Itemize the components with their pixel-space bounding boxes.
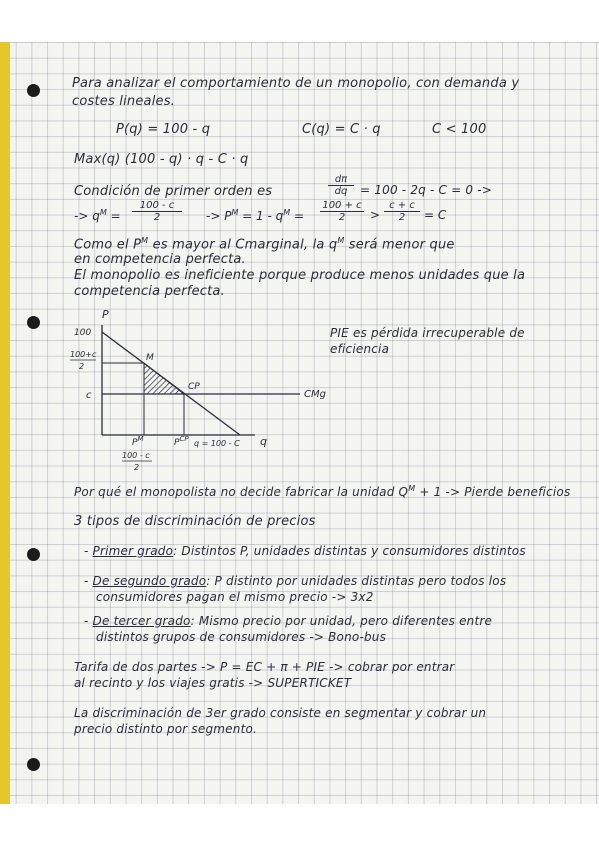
second-degree-head: De segundo grado <box>92 574 207 588</box>
third-degree-head: De tercer grado <box>92 614 191 628</box>
question-line-1a: Por qué el monopolista no decide fabricar la unidad Q <box>74 485 409 499</box>
note-line-1-sup2: M <box>337 236 345 245</box>
second-degree-line: - De segundo grado: P distinto por unidades distintas pero todos los <box>84 574 507 588</box>
y-tick-c: c <box>86 390 92 401</box>
question-line-2: 3 tipos de discriminación de precios <box>74 514 316 529</box>
x-tick-pm-letter: P <box>132 438 138 448</box>
x-tick-cp-eq: q = 100 - C <box>194 439 240 448</box>
third-degree-text: : Mismo precio por unidad, pero diferentes entre <box>190 614 493 628</box>
x-tick-pm <box>132 435 143 448</box>
x-tick-pm-sup: M <box>137 435 144 443</box>
x-tick-pm-den: 2 <box>134 463 140 472</box>
first-order-rhs: = 100 - 2q - C = 0 -> <box>360 183 493 197</box>
pm-prefix: -> P <box>206 209 232 223</box>
intro-line-1: Para analizar el comportamiento de un monopolio, con demanda y <box>72 76 520 91</box>
qm-prefix: -> q <box>74 209 100 223</box>
note-line-1-sup: M <box>141 236 149 245</box>
pm-fraction <box>320 200 364 223</box>
question-line-1 <box>74 484 570 499</box>
pm-tail: = C <box>424 208 447 222</box>
third-degree-explain-1: La discriminación de 3er grado consiste en segmentar y cobrar un <box>74 706 487 720</box>
y-tick-pm-num: 100+c <box>70 350 97 359</box>
third-degree-line-2: distintos grupos de consumidores -> Bono-bus <box>96 630 387 644</box>
qm-eq: = <box>110 209 121 223</box>
y-tick-100: 100 <box>74 328 92 338</box>
page-edge <box>0 42 10 804</box>
qm-sup: M <box>99 208 107 217</box>
derivative-numerator: dπ <box>328 174 354 186</box>
pm-eq2: = <box>294 209 305 223</box>
note-line-1c: será menor que <box>344 237 455 253</box>
punch-hole <box>27 316 40 329</box>
qm-denominator: 2 <box>153 212 161 223</box>
monopoly-graph <box>60 305 350 475</box>
punch-hole <box>27 548 40 561</box>
punch-hole <box>27 758 40 771</box>
monopoly-point-label: M <box>146 353 154 363</box>
deadweight-loss-area <box>144 363 184 394</box>
note-line-2: en competencia perfecta. <box>74 252 246 267</box>
note-line-1a: Como el P <box>74 237 142 253</box>
pm-numerator: 100 + c <box>320 200 364 212</box>
question-line-1b: + 1 -> Pierde beneficios <box>419 485 571 499</box>
pm-fraction-2 <box>384 200 420 223</box>
tarifa-line-1: Tarifa de dos partes -> P = EC + π + PIE -> cobrar por entrar <box>74 660 455 674</box>
qm-result <box>74 208 121 223</box>
pie-note-line-2: eficiencia <box>330 342 390 356</box>
x-tick-pm-num: 100 - c <box>122 451 150 460</box>
derivative-denominator: dq <box>334 186 348 197</box>
third-degree-explain-2: precio distinto por segmento. <box>74 722 258 736</box>
x-tick-cp-sup: CP <box>179 435 189 443</box>
y-axis-label: P <box>102 308 109 321</box>
competitive-point-label: CP <box>188 382 200 392</box>
pm-denominator: 2 <box>338 212 346 223</box>
first-degree-line: - Primer grado: Distintos P, unidades distintas y consumidores distintos <box>84 544 526 558</box>
x-tick-cp <box>174 435 189 448</box>
derivative <box>328 174 354 197</box>
demand-equation: P(q) = 100 - q <box>116 122 211 137</box>
cmg-label: CMg <box>304 389 326 400</box>
note-line-3: El monopolio es ineficiente porque produce menos unidades que la <box>74 268 526 283</box>
note-line-4: competencia perfecta. <box>74 284 225 299</box>
qm-numerator: 100 - c <box>132 200 182 212</box>
cost-condition: C < 100 <box>432 122 487 137</box>
max-equation: Max(q) (100 - q) · q - C · q <box>74 152 249 167</box>
note-line-1b: es mayor al Cmarginal, la q <box>148 237 338 253</box>
first-degree-head: Primer grado <box>92 544 174 558</box>
x-tick-cp-letter: P <box>174 438 180 448</box>
note-line-1 <box>74 236 455 252</box>
second-degree-line-2: consumidores pagan el mismo precio -> 3x2 <box>96 590 374 604</box>
punch-hole <box>27 84 40 97</box>
pm-gt: > <box>370 208 381 222</box>
tarifa-line-2: al recinto y los viajes gratis -> SUPERTICKET <box>74 676 352 690</box>
y-tick-pm-den: 2 <box>79 362 85 371</box>
first-order-label: Condición de primer orden es <box>74 184 273 199</box>
qm-fraction <box>132 200 182 223</box>
third-degree-line: - De tercer grado: Mismo precio por unidad, pero diferentes entre <box>84 614 493 628</box>
x-axis-label: q <box>260 435 267 448</box>
pm-denominator-2: 2 <box>398 212 406 223</box>
pm-eq: = 1 - q <box>242 209 284 223</box>
first-degree-text: : Distintos P, unidades distintas y consumidores distintos <box>173 544 526 558</box>
cost-equation: C(q) = C · q <box>302 122 381 137</box>
pm-sup: M <box>231 208 239 217</box>
pm-result <box>206 208 304 223</box>
pm-sup2: M <box>283 208 291 217</box>
pm-numerator-2: c + c <box>384 200 420 212</box>
pie-note-line-1: PIE es pérdida irrecuperable de <box>330 326 525 340</box>
question-sup: M <box>408 484 416 493</box>
intro-line-2: costes lineales. <box>72 94 176 109</box>
second-degree-text: : P distinto por unidades distintas pero todos los <box>206 574 507 588</box>
